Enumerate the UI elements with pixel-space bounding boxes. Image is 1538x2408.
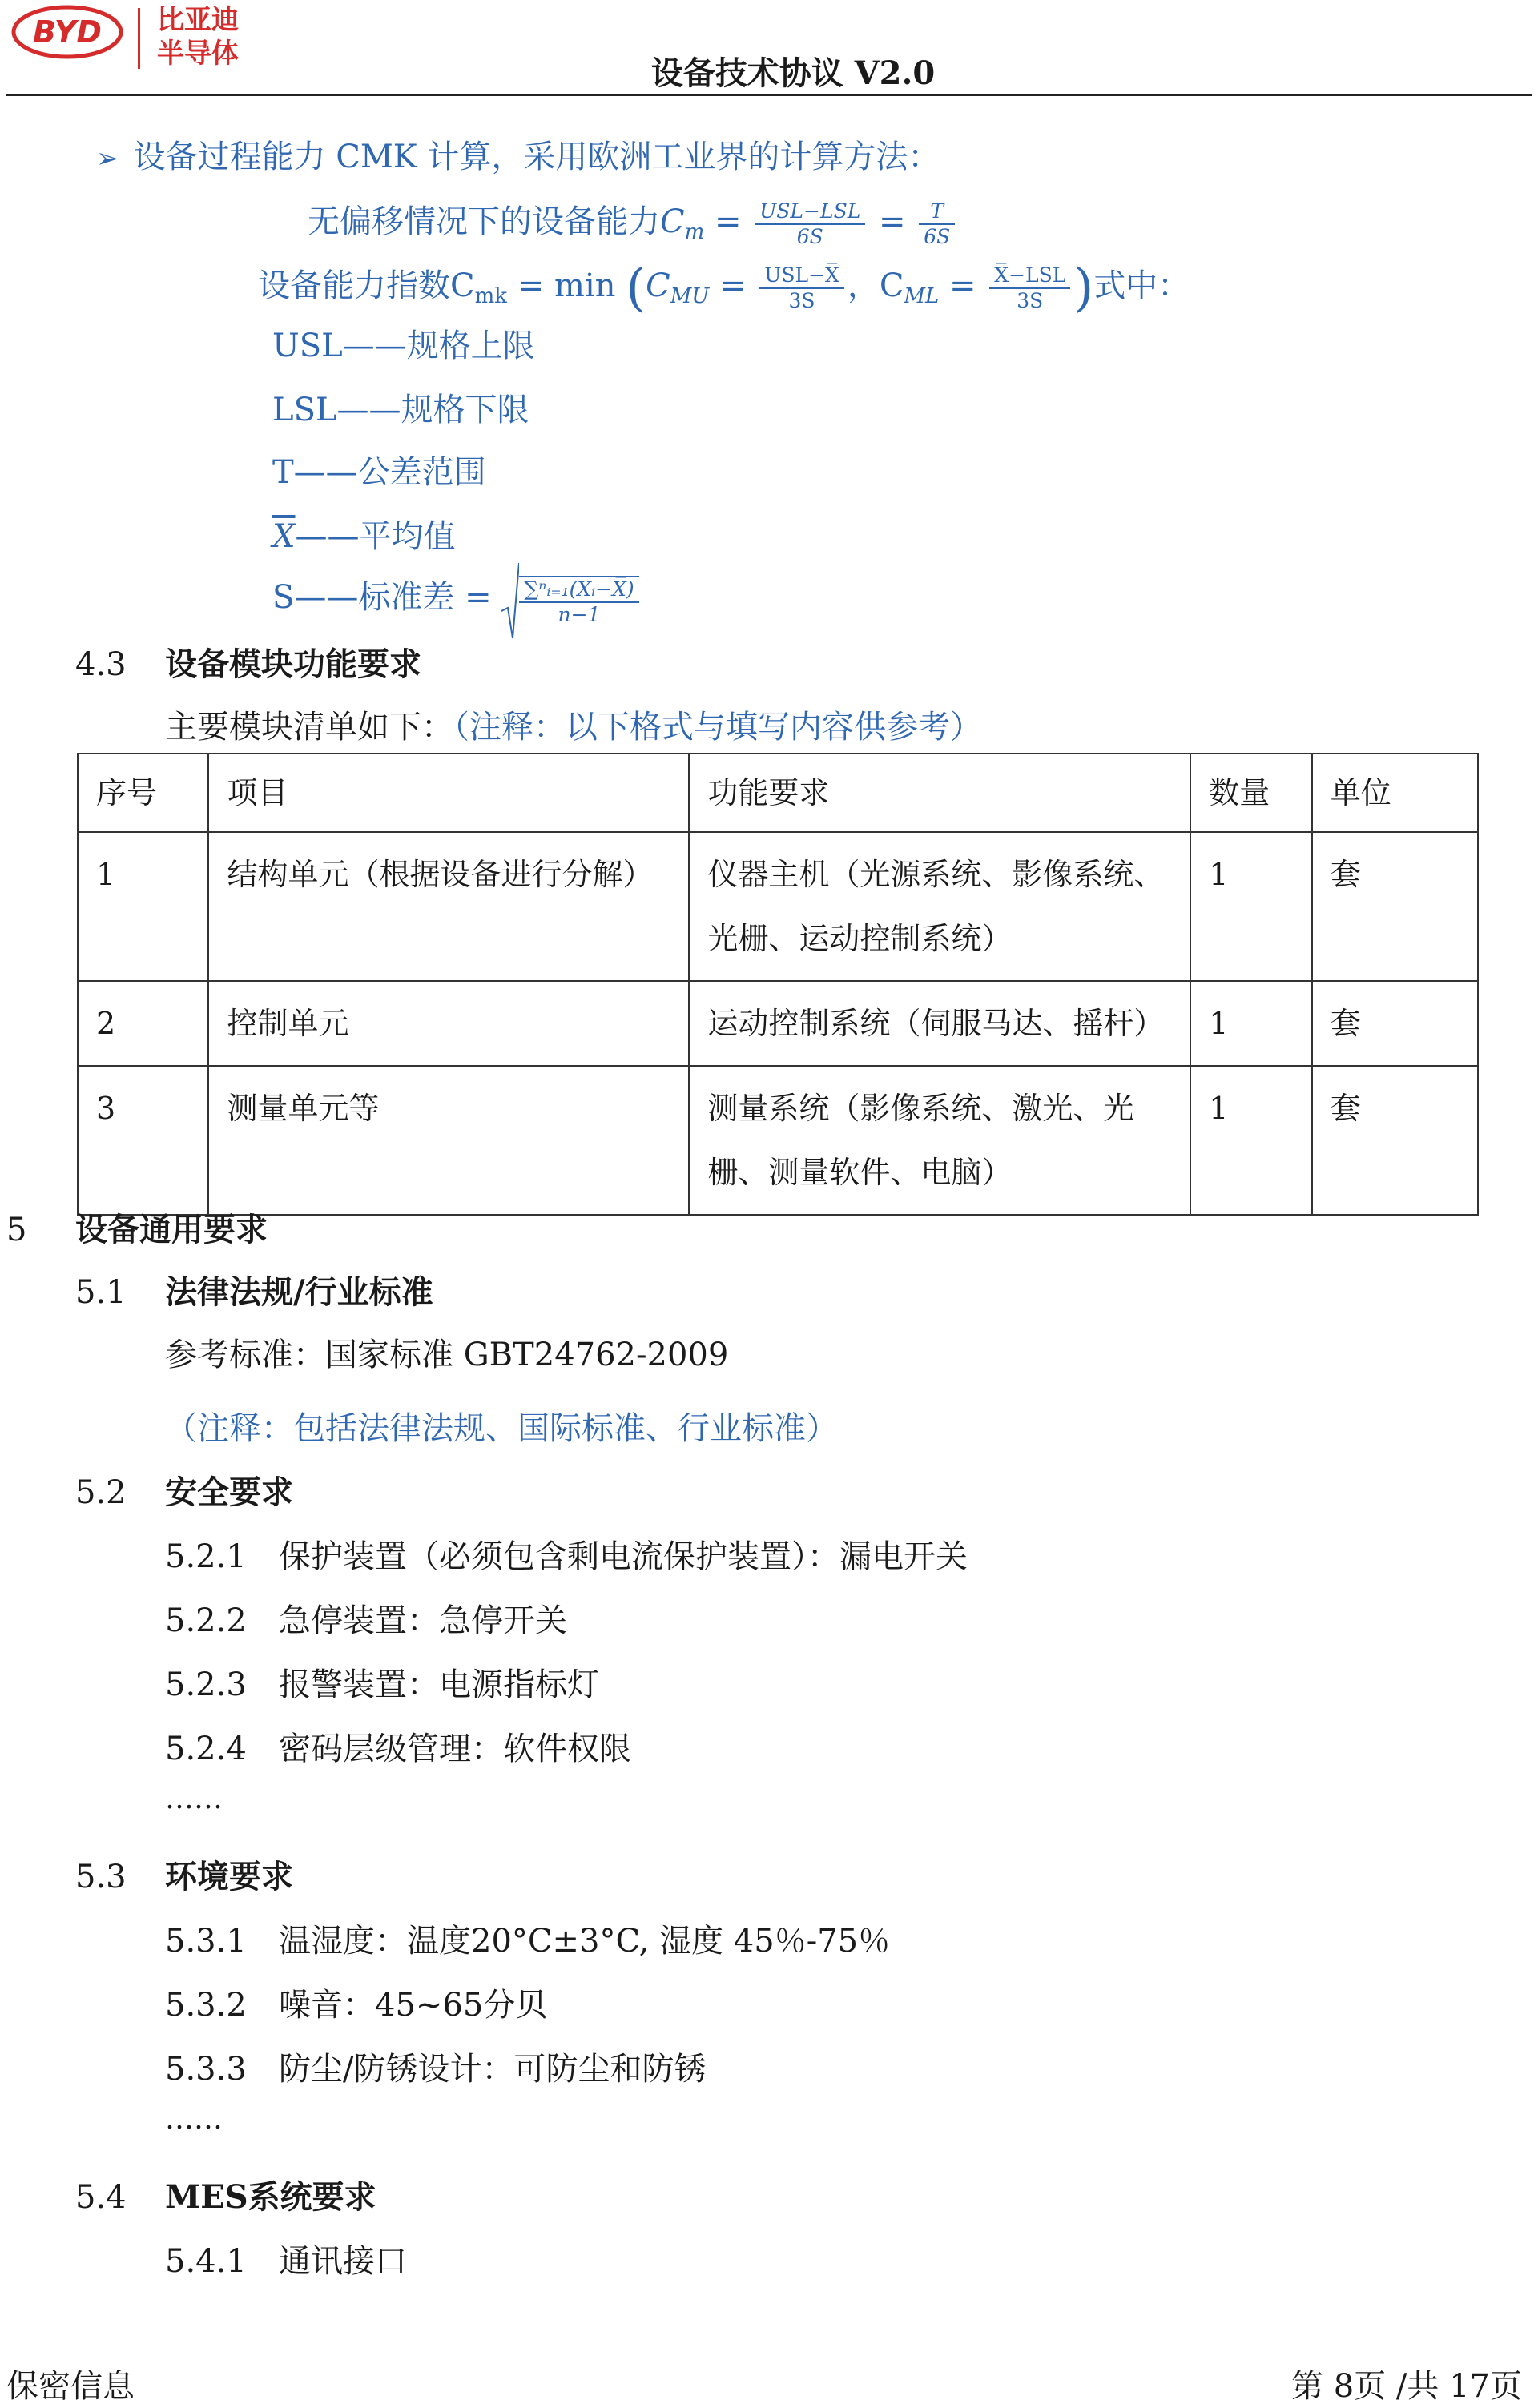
section-title: MES系统要求 xyxy=(165,2178,376,2216)
header-cell-item: 项目 xyxy=(208,754,689,832)
header-rule xyxy=(6,94,1532,96)
table-cell: 2 xyxy=(78,981,208,1066)
item-text: 噪音：45~65分贝 xyxy=(279,1987,548,2024)
list-item xyxy=(165,1980,547,2025)
item-number: 5.2.2 xyxy=(165,1602,247,1639)
section-title: 设备模块功能要求 xyxy=(165,645,421,683)
def-s xyxy=(272,557,642,641)
table-row xyxy=(78,832,1478,981)
def-t: T——公差范围 xyxy=(272,454,486,491)
section-number: 4.3 xyxy=(75,646,127,683)
item-number: 5.4.1 xyxy=(165,2243,247,2280)
item-number: 5.2.4 xyxy=(165,1731,247,1767)
cm-frac-den: 6S xyxy=(796,225,823,248)
cmu-fraction xyxy=(759,263,844,313)
table-row xyxy=(78,981,1478,1066)
s-num: ∑ⁿᵢ₌₁(Xᵢ−X̅) xyxy=(519,577,638,603)
cml-symbol: C xyxy=(879,267,904,304)
confidential-label: 保密信息 xyxy=(6,2368,135,2405)
cml-den: 3S xyxy=(1017,289,1044,312)
list-item xyxy=(165,1595,567,1641)
reference-standard: 参考标准：国家标准 GBT24762-2009 xyxy=(165,1337,729,1373)
section-5-1-note: （注释：包括法律法规、国际标准、行业标准） xyxy=(165,1410,838,1447)
def-usl: USL——规格上限 xyxy=(272,328,535,364)
section-5-3-heading xyxy=(75,1851,293,1897)
section-title: 设备通用要求 xyxy=(75,1211,268,1248)
table-cell: 仪器主机（光源系统、影像系统、光栅、运动控制系统） xyxy=(689,832,1190,981)
ellipsis: …… xyxy=(165,1783,223,1815)
module-table xyxy=(77,753,1479,1216)
cmu-num: USL−X̅ xyxy=(759,263,844,289)
section-5-4-heading xyxy=(75,2172,376,2217)
cml-num: X̅−LSL xyxy=(989,263,1070,289)
item-text: 保护装置（必须包含剩电流保护装置）：漏电开关 xyxy=(279,1538,968,1575)
section-title: 安全要求 xyxy=(165,1473,293,1511)
table-cell: 1 xyxy=(1190,981,1312,1066)
header-cell-index: 序号 xyxy=(78,754,208,832)
table-cell: 运动控制系统（伺服马达、摇杆） xyxy=(689,981,1190,1066)
section-5-1-heading xyxy=(75,1267,433,1313)
table-cell: 3 xyxy=(78,1066,208,1215)
table-cell: 1 xyxy=(78,832,208,981)
cmu-den: 3S xyxy=(788,289,815,312)
list-item xyxy=(165,2236,407,2281)
table-cell: 1 xyxy=(1190,832,1312,981)
item-text: 急停装置：急停开关 xyxy=(279,1602,567,1639)
table-row xyxy=(78,1066,1478,1215)
close-paren: ) xyxy=(1073,259,1094,318)
logo-text: BYD xyxy=(33,14,102,50)
item-text: 通讯接口 xyxy=(279,2243,407,2280)
table-cell: 结构单元（根据设备进行分解） xyxy=(208,832,689,981)
section-4-3-heading xyxy=(75,639,421,685)
cm-fraction-2 xyxy=(919,199,955,249)
xbar-symbol: $\overline{X}$ xyxy=(272,518,296,555)
section-5-2-heading xyxy=(75,1467,293,1513)
ellipsis: …… xyxy=(165,2103,223,2136)
document-title: 设备技术协议 V2.0 xyxy=(650,54,936,92)
table-cell: 套 xyxy=(1312,981,1478,1066)
sqrt-sign-icon xyxy=(501,561,519,641)
cm-sub: m xyxy=(684,220,705,244)
cmu-symbol: C xyxy=(646,267,670,304)
item-text: 温湿度：温度20°C±3°C, 湿度 45％-75％ xyxy=(279,1923,891,1960)
cml-fraction xyxy=(989,263,1070,313)
section-number: 5.2 xyxy=(75,1474,127,1511)
table-cell: 控制单元 xyxy=(208,981,689,1066)
cm-frac-num: USL−LSL xyxy=(755,199,865,225)
table-header-row xyxy=(78,754,1478,832)
table-cell: 套 xyxy=(1312,1066,1478,1215)
section-number: 5 xyxy=(6,1212,27,1248)
bullet-arrow-icon: ➢ xyxy=(96,143,119,175)
cm-prefix: 无偏移情况下的设备能力 xyxy=(308,203,660,240)
cml-sub: ML xyxy=(904,284,940,308)
item-number: 5.3.1 xyxy=(165,1923,247,1960)
s-den: n−1 xyxy=(558,602,601,626)
header-cell-function: 功能要求 xyxy=(689,754,1190,832)
item-text: 防尘/防锈设计：可防尘和防锈 xyxy=(279,2051,707,2088)
list-item xyxy=(165,1723,631,1769)
cmk-intro-line xyxy=(96,131,940,177)
item-text: 密码层级管理：软件权限 xyxy=(279,1731,631,1767)
table-cell: 1 xyxy=(1190,1066,1312,1215)
cmk-mid: = min xyxy=(507,267,626,304)
list-intro-text: 主要模块清单如下： xyxy=(165,709,453,746)
cmk-formula: 设备能力指数$C_{mk} = \min (C_{MU}$ = $\frac{\text{USL−X̅}}{3S}$ ，$C_{ML}$ = $\frac{\text{X̅−LSL}}{3S}$ )式中： xyxy=(258,259,1190,318)
cm-frac2-num: T xyxy=(919,199,955,225)
table-cell: 测量系统（影像系统、激光、光栅、测量软件、电脑） xyxy=(689,1066,1190,1215)
header-cell-unit: 单位 xyxy=(1312,754,1478,832)
section-number: 5.3 xyxy=(75,1859,127,1895)
section-number: 5.4 xyxy=(75,2179,127,2216)
list-item xyxy=(165,1531,968,1577)
section-title: 法律法规/行业标准 xyxy=(165,1273,433,1311)
cm-fraction xyxy=(755,199,865,249)
list-item xyxy=(165,1916,890,1961)
cmk-intro-text: 设备过程能力 CMK 计算，采用欧洲工业界的计算方法： xyxy=(133,139,940,175)
section-5-heading xyxy=(6,1204,268,1250)
list-intro-note: （注释：以下格式与填写内容供参考） xyxy=(453,709,982,746)
item-text: 报警装置：电源指标灯 xyxy=(279,1666,599,1703)
page-number: 第 8页 /共 17页 xyxy=(1291,2368,1522,2405)
cm-symbol: C xyxy=(660,203,685,240)
cmk-sub: mk xyxy=(474,284,508,308)
item-number: 5.2.1 xyxy=(165,1538,247,1575)
cm-frac2-den: 6S xyxy=(924,225,951,248)
s-def: S——标准差 = xyxy=(272,579,492,616)
item-number: 5.2.3 xyxy=(165,1666,247,1703)
table-cell: 套 xyxy=(1312,832,1478,981)
xbar-def: ——平均值 xyxy=(295,518,456,555)
module-list-intro xyxy=(165,701,982,747)
def-xbar xyxy=(272,511,455,557)
list-item xyxy=(165,1659,599,1705)
cmk-suffix: 式中： xyxy=(1093,267,1190,304)
def-lsl: LSL——规格下限 xyxy=(272,392,529,428)
section-title: 环境要求 xyxy=(165,1858,293,1895)
cmk-prefix: 设备能力指数C xyxy=(258,267,475,304)
cm-formula: 无偏移情况下的设备能力$C_m$ = $\frac{\text{USL−LSL}}{6S}$ = $\frac{T}{6S}$ xyxy=(308,186,958,268)
brand-line-1: 比亚迪 xyxy=(157,4,239,36)
cmu-sub: MU xyxy=(670,284,710,308)
header-cell-quantity: 数量 xyxy=(1190,754,1312,832)
brand-line-2: 半导体 xyxy=(157,38,239,70)
item-number: 5.3.3 xyxy=(165,2051,247,2088)
table-cell: 测量单元等 xyxy=(208,1066,689,1215)
item-number: 5.3.2 xyxy=(165,1987,247,2024)
s-sqrt xyxy=(501,559,642,641)
open-paren: ( xyxy=(626,259,646,318)
section-number: 5.1 xyxy=(75,1274,127,1311)
list-item xyxy=(165,2044,706,2089)
